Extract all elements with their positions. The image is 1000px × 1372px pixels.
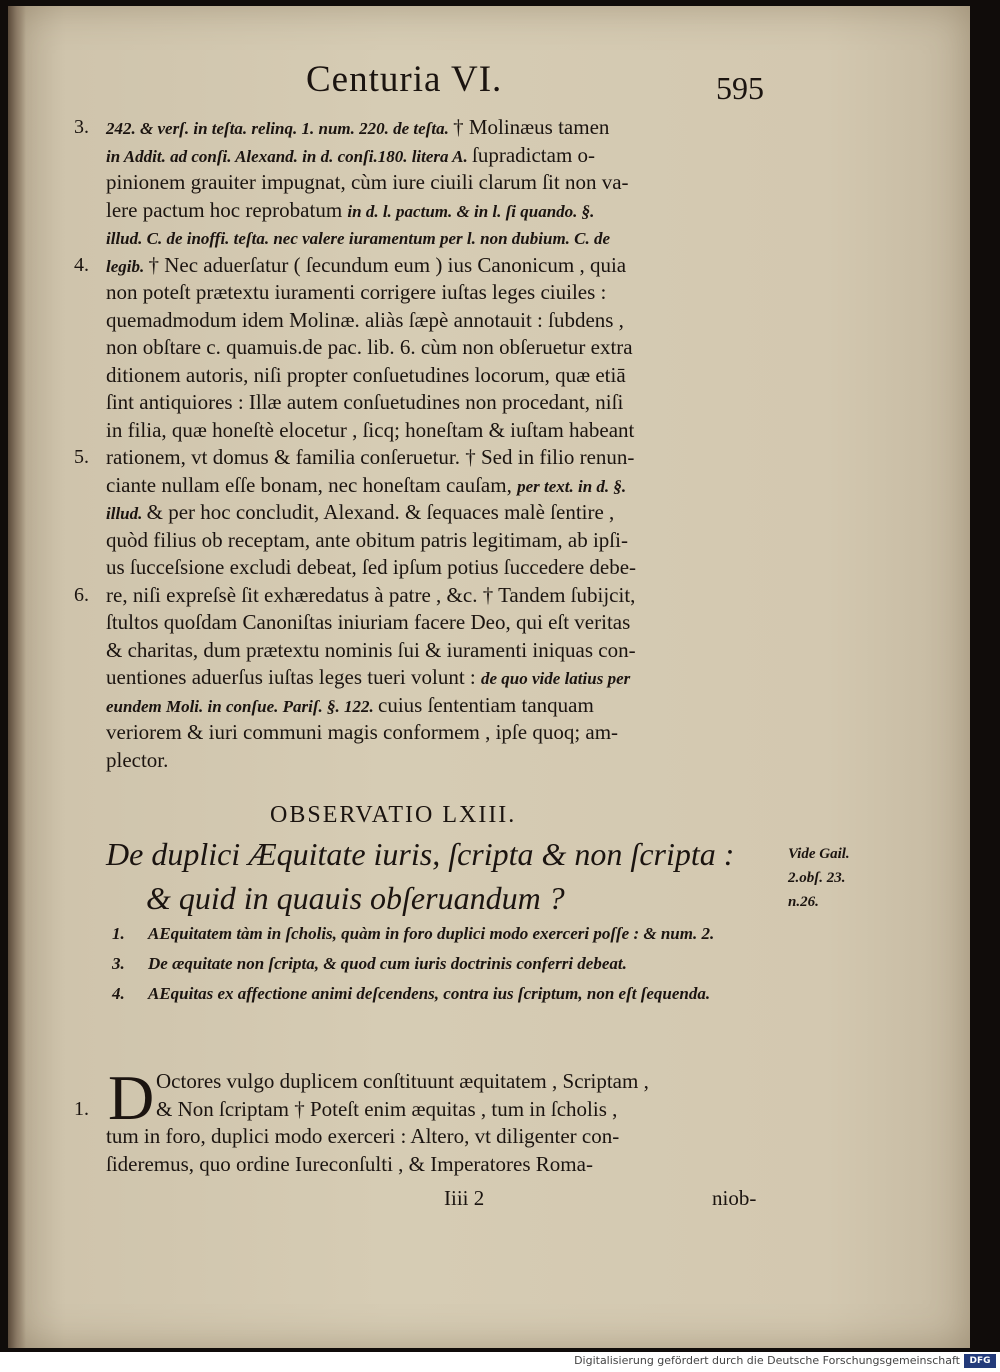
citation-text: in Addit. ad conſi. Alexand. in d. conſi.180. litera A. xyxy=(106,146,472,166)
line-text: us ſucceſsione excludi debeat, ſed ipſum potius ſuccedere debe- xyxy=(106,555,637,579)
citation-text: eundem Moli. in conſue. Pariſ. §. 122. xyxy=(106,696,379,716)
margin-note-line: Vide Gail. xyxy=(788,846,850,862)
text-line xyxy=(106,609,786,637)
line-number: 3. xyxy=(74,116,89,138)
observatio-title-line-1: De duplici Æquitate iuris, ſcripta & non ſcripta : xyxy=(106,836,735,872)
text-line xyxy=(106,499,786,527)
summary-list xyxy=(106,922,786,1012)
margin-note-line: 2.obſ. 23. xyxy=(788,870,846,886)
line-text: veriorem & iuri communi magis conformem , ipſe quoq; am- xyxy=(106,720,619,744)
line-number: 1. xyxy=(74,1097,89,1120)
observatio-title xyxy=(106,832,786,920)
catchword: niob- xyxy=(712,1186,757,1210)
citation-text: in d. l. pactum. & in l. ſi quando. §. xyxy=(347,201,595,221)
body-line-text: Octores vulgo duplicem conſtituunt æquitatem , Scriptam , xyxy=(156,1069,649,1093)
running-title: Centuria VI. xyxy=(306,59,503,100)
line-text: quòd filius ob receptam, ante obitum patris legitimam, ab ipſi- xyxy=(106,527,628,552)
line-number: 4. xyxy=(74,253,89,276)
text-line xyxy=(106,664,786,692)
line-text: quemadmodum idem Molinæ. aliàs ſæpè annotauit : ſubdens , xyxy=(106,307,624,332)
text-line xyxy=(106,307,786,335)
text-line xyxy=(106,334,786,362)
line-text: ditionem autoris, niſi propter conſuetudines locorum, quæ etiā xyxy=(106,362,626,387)
line-text: plector. xyxy=(106,747,169,772)
text-line xyxy=(106,554,786,582)
line-text: ſupradictam o- xyxy=(472,142,596,167)
book-page xyxy=(8,6,970,1348)
summary-text: AEquitatem tàm in ſcholis, quàm in foro duplici modo exerceri poſſe : & num. 2. xyxy=(148,924,715,943)
text-line xyxy=(106,362,786,390)
text-line xyxy=(106,719,786,747)
footer-credit: Digitalisierung gefördert durch die Deutsche Forschungsgemeinschaft xyxy=(574,1354,960,1367)
citation-text: 242. & verſ. in teſta. relinq. 1. num. 220. de teſta. xyxy=(106,119,454,138)
line-text: uentiones aduerſus iuſtas leges tueri volunt : xyxy=(106,665,482,689)
summary-number: 1. xyxy=(112,924,125,943)
summary-number: 3. xyxy=(112,954,125,973)
line-text: & charitas, dum prætextu nominis ſui & iuramenti iniquas con- xyxy=(106,637,636,662)
text-line xyxy=(74,252,786,280)
line-text: in filia, quæ honeſtè elocetur , ſicq; honeſtam & iuſtam habeant xyxy=(106,417,635,442)
page-number: 595 xyxy=(716,70,764,106)
text-line xyxy=(106,197,786,225)
text-line xyxy=(106,142,786,170)
line-text: rationem, vt domus & familia conſeruetur. † Sed in filio renun- xyxy=(106,445,635,469)
body-line xyxy=(106,1151,786,1179)
margin-note-line: n.26. xyxy=(788,894,819,910)
line-text: † Nec aduerſatur ( ſecundum eum ) ius Canonicum , quia xyxy=(148,252,627,277)
line-text: † Molinæus tamen xyxy=(453,115,610,139)
observatio-body xyxy=(74,1062,786,1178)
body-line xyxy=(74,1096,786,1124)
text-line xyxy=(106,389,786,417)
body-line-text: tum in foro, duplici modo exerceri : Altero, vt diligenter con- xyxy=(106,1124,620,1148)
body-line-text: ſideremus, quo ordine Iureconſulti , & Imperatores Roma- xyxy=(106,1151,593,1176)
signature-mark: Iiii 2 xyxy=(444,1186,485,1210)
text-line xyxy=(106,527,786,555)
main-text-block xyxy=(74,114,786,774)
text-line xyxy=(74,114,786,142)
line-number: 6. xyxy=(74,583,89,606)
summary-text: De æquitate non ſcripta, & quod cum iuris doctrinis conferri debeat. xyxy=(148,954,627,973)
page-gutter-edge xyxy=(8,6,26,1348)
line-text: ſint antiquiores : Illæ autem conſuetudines non procedant, niſi xyxy=(106,390,624,414)
observatio-title-line-2: & quid in quauis obſeruandum ? xyxy=(146,880,565,916)
line-text: & per hoc concludit, Alexand. & ſequaces malè ſentire , xyxy=(146,500,615,524)
citation-text: de quo vide latius per xyxy=(481,669,631,688)
body-line-text: & Non ſcriptam † Poteſt enim æquitas , tum in ſcholis , xyxy=(156,1096,618,1121)
line-text: lere pactum hoc reprobatum xyxy=(106,197,348,222)
summary-item xyxy=(106,952,786,976)
text-line xyxy=(106,472,786,500)
line-text: cuius ſententiam tanquam xyxy=(378,692,594,717)
text-line xyxy=(106,279,786,307)
citation-text: illud. xyxy=(106,504,147,523)
margin-note xyxy=(788,842,850,914)
digitization-footer xyxy=(0,1352,1000,1372)
citation-text: illud. C. de inoffi. teſta. nec valere iuramentum per l. non dubium. C. de xyxy=(106,229,611,248)
text-line xyxy=(74,582,786,610)
line-text: ciante nullam eſſe bonam, nec honeſtam cauſam, xyxy=(106,472,518,497)
citation-text: legib. xyxy=(106,256,149,276)
drop-cap: D xyxy=(108,1062,155,1133)
line-text: non poteſt prætextu iuramenti corrigere iuſtas leges ciuiles : xyxy=(106,280,607,304)
line-number: 5. xyxy=(74,446,89,468)
body-line xyxy=(106,1068,786,1096)
text-line xyxy=(106,417,786,445)
body-line xyxy=(106,1123,786,1151)
summary-number: 4. xyxy=(112,984,125,1003)
citation-text: per text. in d. §. xyxy=(517,476,627,496)
text-line xyxy=(106,747,786,775)
text-line xyxy=(106,169,786,197)
line-text: ſtultos quoſdam Canoniſtas iniuriam facere Deo, qui eſt veritas xyxy=(106,610,631,634)
dfg-logo-icon: DFG xyxy=(964,1354,996,1368)
text-line xyxy=(74,444,786,472)
text-line xyxy=(106,692,786,720)
line-text: non obſtare c. quamuis.de pac. lib. 6. cùm non obſeruetur extra xyxy=(106,335,633,359)
observatio-heading: OBSERVATIO LXIII. xyxy=(270,802,517,828)
summary-text: AEquitas ex affectione animi deſcendens, contra ius ſcriptum, non eſt ſequenda. xyxy=(148,984,711,1003)
line-text: pinionem grauiter impugnat, cùm iure ciuili clarum ſit non va- xyxy=(106,170,629,194)
page-header xyxy=(8,58,970,108)
line-text: re, niſi expreſsè ſit exhæredatus à patre , &c. † Tandem ſubijcit, xyxy=(106,582,636,607)
text-line xyxy=(106,637,786,665)
summary-item xyxy=(106,982,786,1006)
summary-item xyxy=(106,922,786,946)
text-line xyxy=(106,224,786,252)
